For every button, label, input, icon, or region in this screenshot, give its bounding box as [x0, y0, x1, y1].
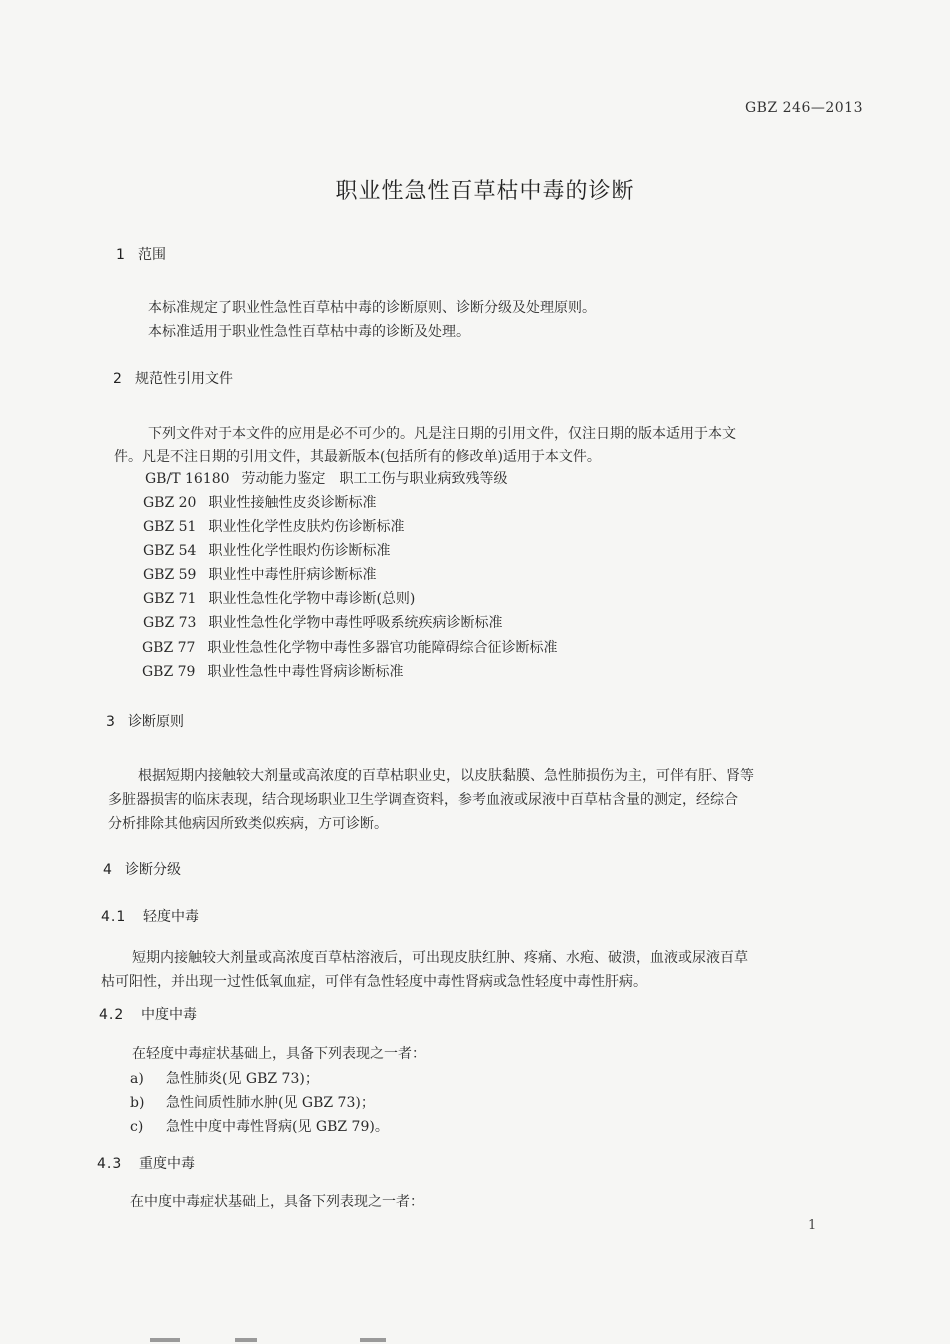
section-title: 轻度中毒: [143, 909, 199, 925]
subsection-4-1-line-1: 短期内接触较大剂量或高浓度百草枯溶液后，可出现皮肤红肿、疼痛、水疱、破溃，血液或尿液百草: [132, 950, 748, 966]
reference-title: 职业性急性中毒性肾病诊断标准: [207, 664, 404, 680]
section-number: 4.1: [101, 909, 127, 925]
reference-title: 职业性化学性皮肤灼伤诊断标准: [208, 519, 405, 535]
reference-item: [143, 492, 376, 512]
section-1-line-1: 本标准规定了职业性急性百草枯中毒的诊断原则、诊断分级及处理原则。: [148, 300, 596, 316]
list-marker: c): [130, 1119, 144, 1135]
page-number: 1: [808, 1218, 817, 1233]
scan-mark: [235, 1338, 257, 1342]
scan-edge-marks: [150, 1338, 410, 1344]
list-marker: b): [130, 1095, 145, 1111]
list-item: [130, 1092, 375, 1112]
section-title: 重度中毒: [139, 1156, 195, 1172]
scan-mark: [360, 1338, 386, 1342]
list-item: [130, 1116, 389, 1136]
reference-title: 职业性急性化学物中毒性呼吸系统疾病诊断标准: [208, 615, 503, 631]
reference-item: [145, 468, 508, 488]
section-number: 4.2: [99, 1007, 125, 1023]
reference-code: GBZ 73: [143, 615, 197, 631]
list-text: 急性肺炎(见 GBZ 73)；: [166, 1071, 319, 1087]
reference-item: [143, 516, 404, 536]
subsection-4-3-heading: [97, 1153, 195, 1173]
list-marker: a): [130, 1071, 144, 1087]
section-3-line-3: 分析排除其他病因所致类似疾病，方可诊断。: [108, 816, 388, 832]
section-title: 中度中毒: [141, 1007, 197, 1023]
reference-item: [142, 661, 403, 681]
section-3-heading: [106, 711, 184, 731]
reference-title: 职业性中毒性肝病诊断标准: [208, 567, 377, 583]
section-number: 1: [116, 247, 125, 263]
subsection-4-2-intro: 在轻度中毒症状基础上，具备下列表现之一者：: [132, 1046, 426, 1062]
subsection-4-3-intro: 在中度中毒症状基础上，具备下列表现之一者：: [130, 1194, 424, 1210]
reference-code: GB/T 16180: [145, 471, 230, 487]
reference-item: [143, 588, 415, 608]
reference-code: GBZ 54: [143, 543, 197, 559]
reference-code: GBZ 77: [142, 640, 196, 656]
subsection-4-1-line-2: 枯可阳性，并出现一过性低氧血症，可伴有急性轻度中毒性肾病或急性轻度中毒性肝病。: [101, 974, 647, 990]
reference-code: GBZ 51: [143, 519, 197, 535]
reference-title: 职业性急性化学物中毒性多器官功能障碍综合征诊断标准: [207, 640, 558, 656]
section-2-intro-line-2: 件。凡是不注日期的引用文件，其最新版本(包括所有的修改单)适用于本文件。: [114, 449, 601, 465]
reference-code: GBZ 59: [143, 567, 197, 583]
section-3-line-2: 多脏器损害的临床表现，结合现场职业卫生学调查资料，参考血液或尿液中百草枯含量的测定，经综合: [108, 792, 738, 808]
reference-code: GBZ 71: [143, 591, 197, 607]
section-title: 诊断分级: [125, 862, 181, 878]
section-3-line-1: 根据短期内接触较大剂量或高浓度的百草枯职业史，以皮肤黏膜、急性肺损伤为主，可伴有肝、肾等: [138, 768, 754, 784]
reference-code: GBZ 20: [143, 495, 197, 511]
section-number: 2: [113, 371, 122, 387]
reference-item: [143, 564, 376, 584]
list-text: 急性中度中毒性肾病(见 GBZ 79)。: [166, 1119, 389, 1135]
reference-title: 劳动能力鉴定 职工工伤与职业病致残等级: [241, 471, 508, 487]
section-number: 4.3: [97, 1156, 123, 1172]
scan-mark: [150, 1338, 180, 1342]
subsection-4-1-heading: [101, 906, 199, 926]
reference-item: [143, 612, 502, 632]
page-title: 职业性急性百草枯中毒的诊断: [335, 179, 635, 204]
list-item: [130, 1068, 319, 1088]
reference-title: 职业性接触性皮炎诊断标准: [208, 495, 377, 511]
standard-code: GBZ 246—2013: [745, 100, 863, 116]
section-2-intro-line-1: 下列文件对于本文件的应用是必不可少的。凡是注日期的引用文件，仅注日期的版本适用于本文: [148, 426, 736, 442]
subsection-4-2-heading: [99, 1004, 197, 1024]
section-1-heading: [116, 244, 166, 264]
section-2-heading: [113, 368, 233, 388]
section-title: 诊断原则: [128, 714, 184, 730]
reference-code: GBZ 79: [142, 664, 196, 680]
section-number: 4: [103, 862, 112, 878]
reference-item: [143, 540, 390, 560]
reference-title: 职业性化学性眼灼伤诊断标准: [208, 543, 391, 559]
reference-title: 职业性急性化学物中毒诊断(总则): [208, 591, 416, 607]
list-text: 急性间质性肺水肿(见 GBZ 73)；: [166, 1095, 375, 1111]
section-1-line-2: 本标准适用于职业性急性百草枯中毒的诊断及处理。: [148, 324, 470, 340]
section-number: 3: [106, 714, 115, 730]
section-title: 范围: [138, 247, 166, 263]
section-4-heading: [103, 859, 181, 879]
section-title: 规范性引用文件: [135, 371, 233, 387]
reference-item: [142, 637, 557, 657]
